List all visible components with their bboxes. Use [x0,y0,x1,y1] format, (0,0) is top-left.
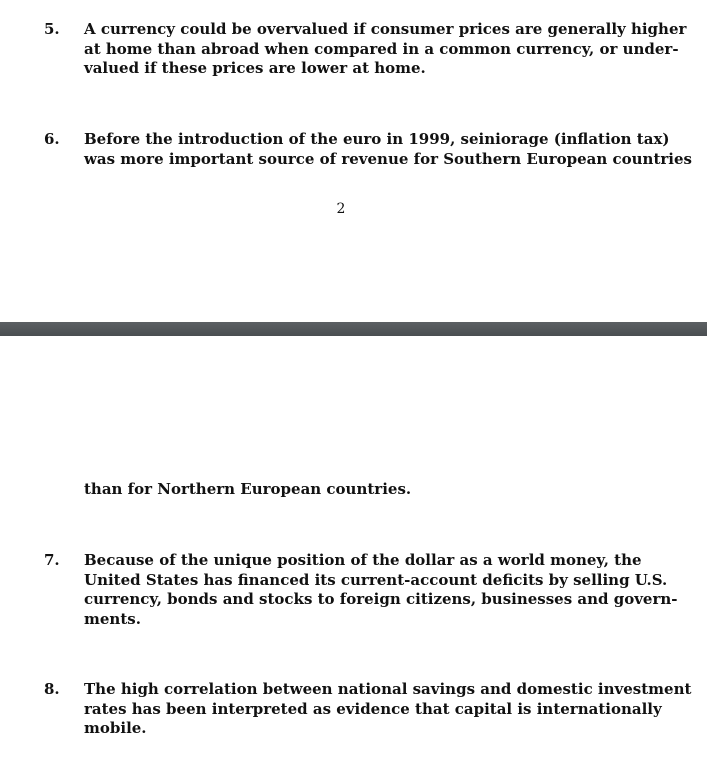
text-line: ments. [84,609,141,628]
item-text [84,20,687,79]
text-line: Because of the unique position of the dollar as a world money, the [84,551,642,569]
page-separator [0,322,707,336]
item-text [84,130,692,169]
text-line: United States has financed its current-account deficits by selling U.S. [84,570,668,589]
text-line: at home than abroad when compared in a common currency, or under- [84,39,679,58]
item-text [84,680,692,739]
text-line: rates has been interpreted as evidence that capital is internationally [84,699,662,718]
item-text [84,480,637,500]
text-line: than for Northern European countries. [84,480,412,498]
item-text [84,551,678,629]
text-line: A currency could be overvalued if consumer prices are generally higher [84,20,687,38]
document-page-bottom [0,336,707,774]
text-line: currency, bonds and stocks to foreign citizens, businesses and govern- [84,590,678,608]
text-line: Before the introduction of the euro in 1999, seiniorage (inflation tax) [84,130,670,148]
text-line: was more important source of revenue for Southern European countries [84,149,692,168]
item-number: 8. [44,680,60,698]
item-number: 5. [44,20,60,38]
item-number: 7. [44,551,60,569]
text-line: The high correlation between national savings and domestic investment [84,680,692,698]
item-number: 6. [44,130,60,148]
text-line: valued if these prices are lower at home. [84,59,426,77]
document-page-top [0,0,707,322]
page-number: 2 [336,201,346,217]
text-line: mobile. [84,719,147,737]
